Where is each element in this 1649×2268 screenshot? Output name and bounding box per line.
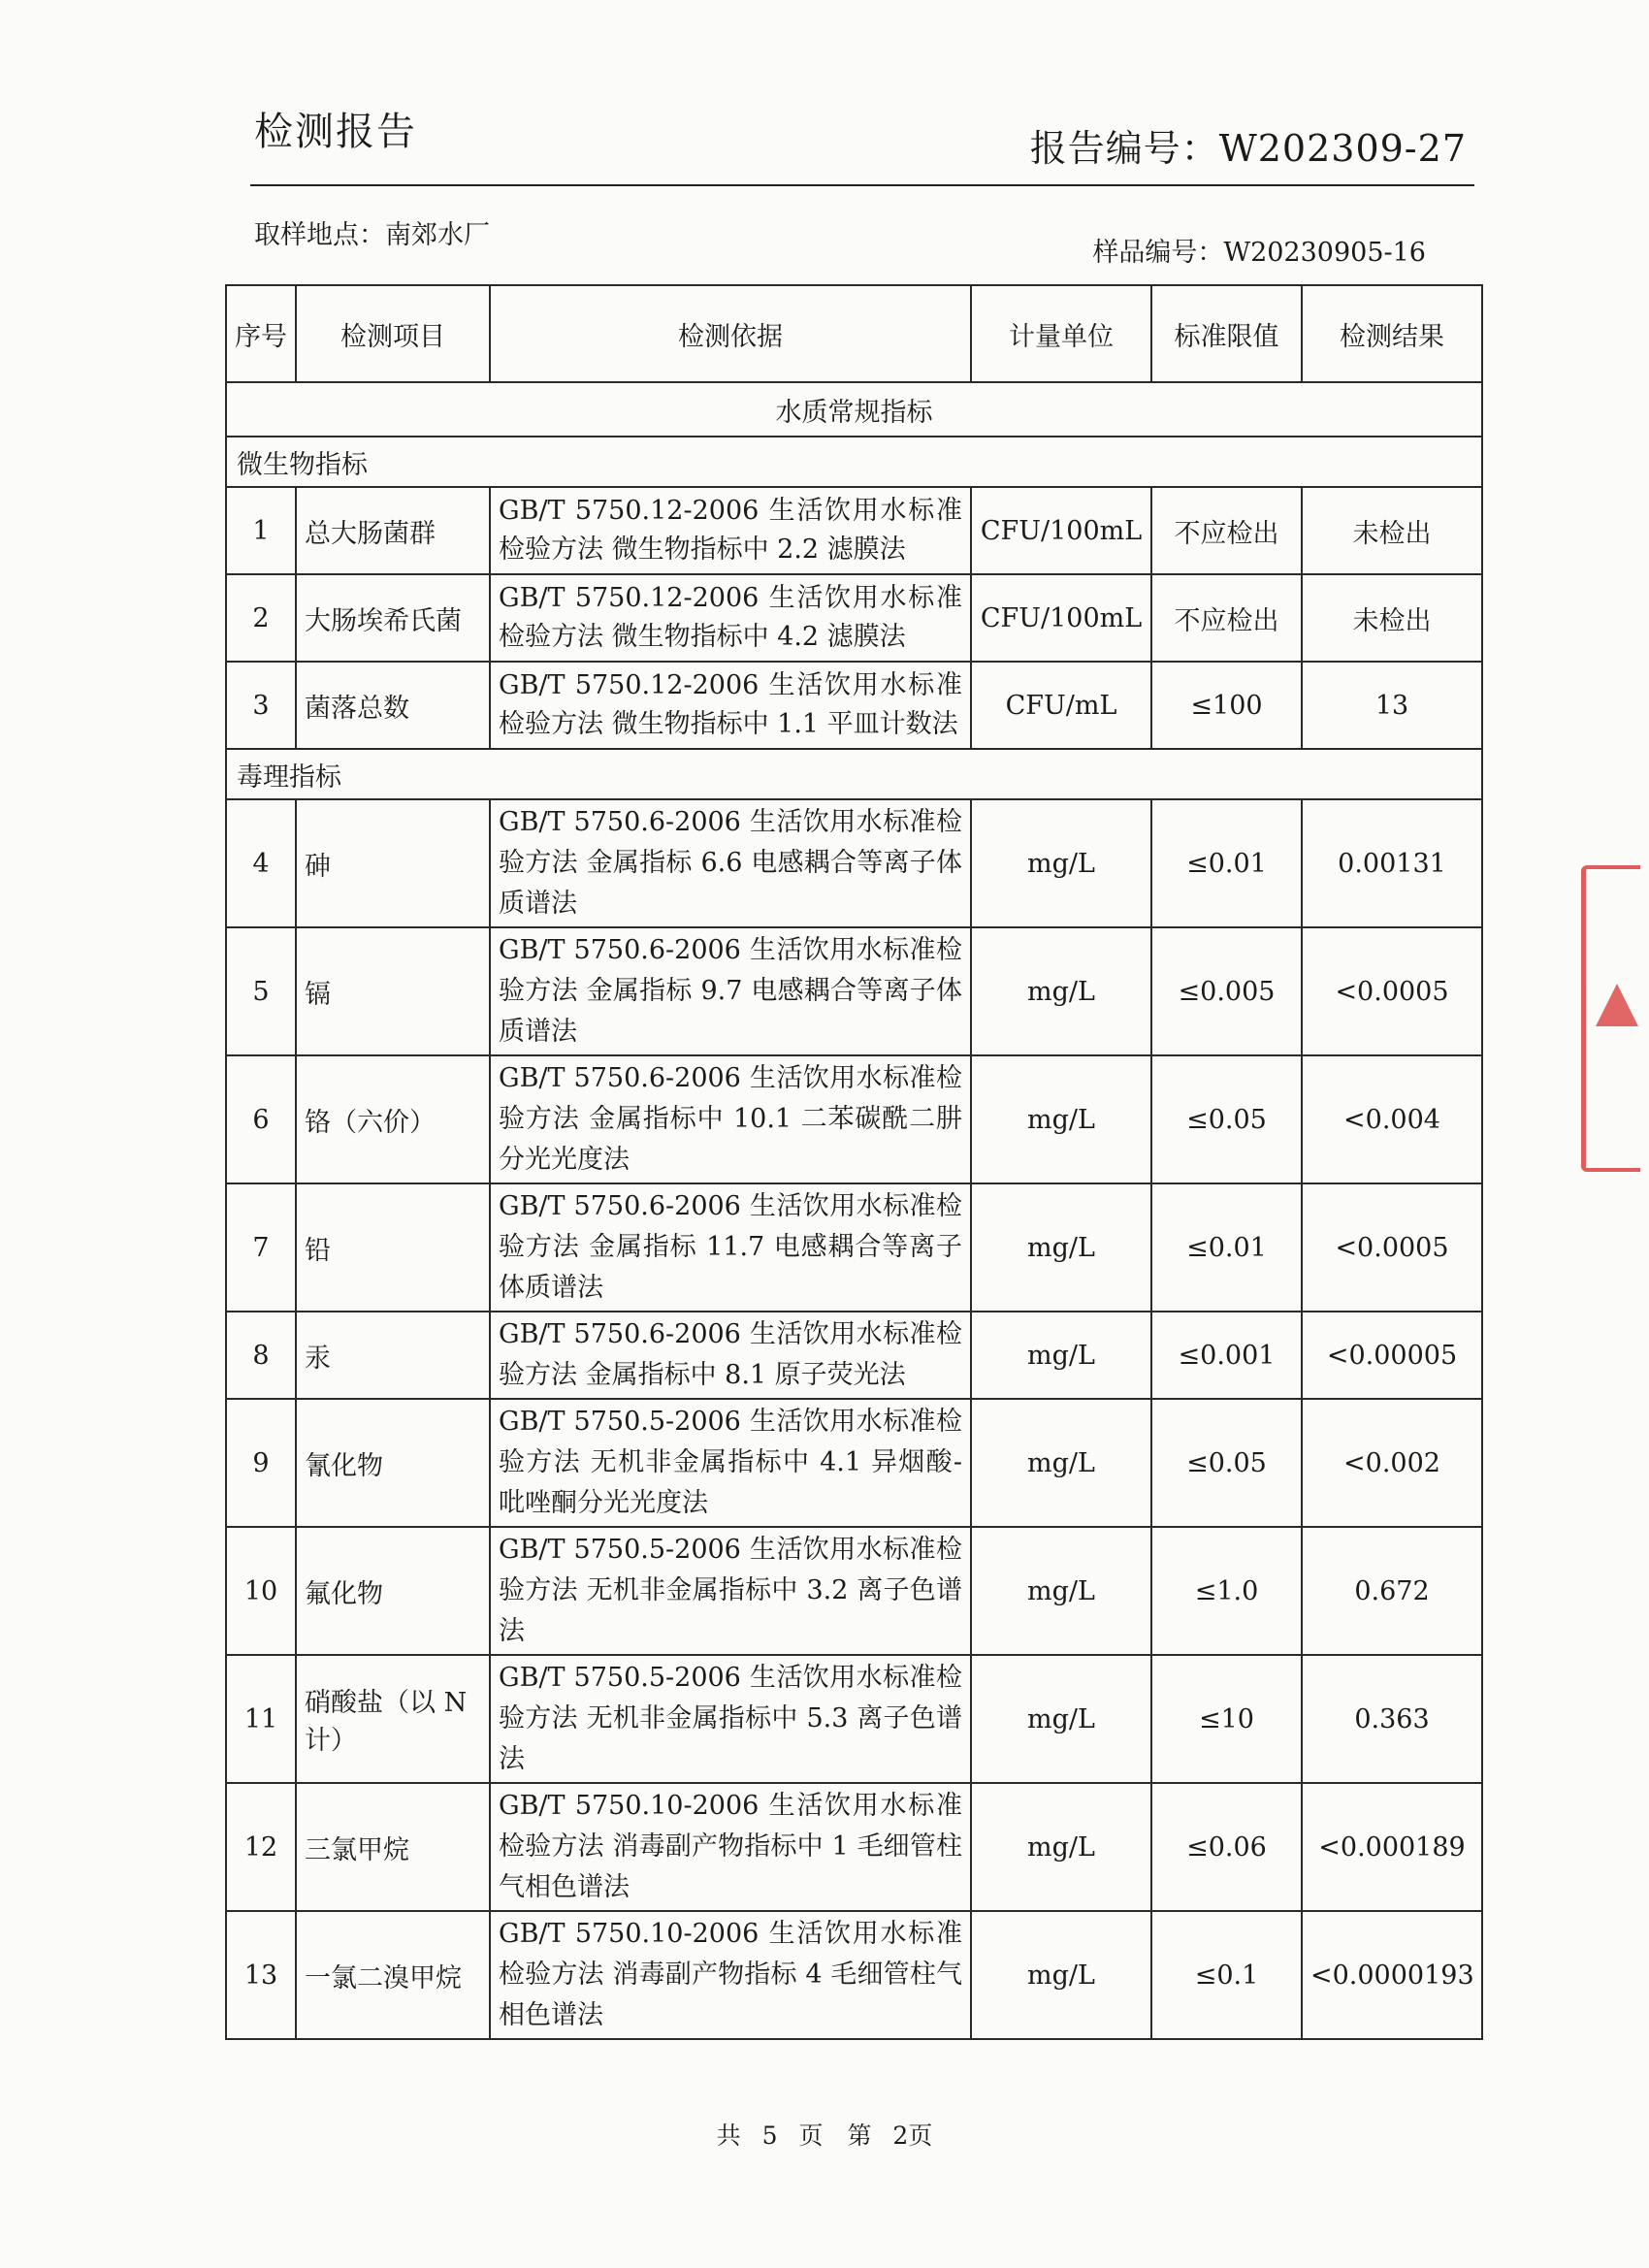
section-row (226, 382, 1482, 437)
cell-unit: mg/L (971, 1312, 1151, 1399)
cell-unit: mg/L (971, 1183, 1151, 1312)
cell-limit: ≤0.06 (1151, 1783, 1302, 1911)
cell-unit: mg/L (971, 1911, 1151, 2039)
cell-limit: 不应检出 (1151, 487, 1302, 574)
cell-basis: GB/T 5750.6-2006 生活饮用水标准检验方法 金属指标 9.7 电感耦合等离子体质谱法 (490, 927, 971, 1055)
table-row (226, 1312, 1482, 1399)
cell-unit: mg/L (971, 1527, 1151, 1655)
cell-basis: GB/T 5750.12-2006 生活饮用水标准检验方法 微生物指标中 1.1 平皿计数法 (490, 662, 971, 749)
sampling-site: 取样地点：南郊水厂 (254, 220, 490, 250)
cell-unit: mg/L (971, 927, 1151, 1055)
cell-limit: ≤0.1 (1151, 1911, 1302, 2039)
cell-result: 0.363 (1302, 1655, 1482, 1783)
cell-limit: ≤10 (1151, 1655, 1302, 1783)
table-row (226, 1655, 1482, 1783)
cell-number: 9 (226, 1399, 296, 1527)
cell-basis: GB/T 5750.12-2006 生活饮用水标准检验方法 微生物指标中 2.2 滤膜法 (490, 487, 971, 574)
cell-result: 0.672 (1302, 1527, 1482, 1655)
cell-item: 硝酸盐（以 N 计） (296, 1655, 490, 1783)
cell-item: 铅 (296, 1183, 490, 1312)
table-row (226, 927, 1482, 1055)
cell-unit: CFU/100mL (971, 574, 1151, 662)
table-body (226, 382, 1482, 2039)
cell-limit: ≤100 (1151, 662, 1302, 749)
cell-item: 砷 (296, 799, 490, 927)
cell-number: 3 (226, 662, 296, 749)
cell-basis: GB/T 5750.6-2006 生活饮用水标准检验方法 金属指标中 10.1 二苯碳酰二肼分光光度法 (490, 1055, 971, 1183)
cell-basis: GB/T 5750.10-2006 生活饮用水标准检验方法 消毒副产物指标中 1 毛细管柱气相色谱法 (490, 1783, 971, 1911)
cell-basis: GB/T 5750.5-2006 生活饮用水标准检验方法 无机非金属指标中 4.1 异烟酸-吡唑酮分光光度法 (490, 1399, 971, 1527)
cell-number: 6 (226, 1055, 296, 1183)
cell-number: 11 (226, 1655, 296, 1783)
cell-basis: GB/T 5750.12-2006 生活饮用水标准检验方法 微生物指标中 4.2 滤膜法 (490, 574, 971, 662)
results-table (225, 284, 1483, 2040)
table-row (226, 1183, 1482, 1312)
cell-limit: ≤0.005 (1151, 927, 1302, 1055)
seal-stamp (1581, 865, 1640, 1172)
page-footer: 共 5 页 第 2页 (716, 2122, 933, 2150)
cell-basis: GB/T 5750.10-2006 生活饮用水标准检验方法 消毒副产物指标 4 毛细管柱气相色谱法 (490, 1911, 971, 2039)
table-row (226, 799, 1482, 927)
cell-result: <0.0005 (1302, 1183, 1482, 1312)
cell-item: 汞 (296, 1312, 490, 1399)
column-header: 标准限值 (1151, 285, 1302, 382)
cell-item: 总大肠菌群 (296, 487, 490, 574)
cell-number: 12 (226, 1783, 296, 1911)
group-title: 毒理指标 (226, 749, 1482, 799)
cell-unit: mg/L (971, 1399, 1151, 1527)
table-row (226, 574, 1482, 662)
cell-result: <0.0000193 (1302, 1911, 1482, 2039)
cell-item: 铬（六价） (296, 1055, 490, 1183)
group-row (226, 749, 1482, 799)
cell-result: 0.00131 (1302, 799, 1482, 927)
cell-number: 8 (226, 1312, 296, 1399)
cell-basis: GB/T 5750.6-2006 生活饮用水标准检验方法 金属指标 11.7 电感耦合等离子体质谱法 (490, 1183, 971, 1312)
cell-number: 1 (226, 487, 296, 574)
cell-item: 一氯二溴甲烷 (296, 1911, 490, 2039)
cell-item: 菌落总数 (296, 662, 490, 749)
cell-result: 未检出 (1302, 574, 1482, 662)
cell-limit: ≤0.01 (1151, 1183, 1302, 1312)
cell-basis: GB/T 5750.6-2006 生活饮用水标准检验方法 金属指标中 8.1 原子荧光法 (490, 1312, 971, 1399)
cell-limit: ≤1.0 (1151, 1527, 1302, 1655)
report-number: 报告编号：W202309-27 (1029, 127, 1467, 170)
column-header: 计量单位 (971, 285, 1151, 382)
table-row (226, 1055, 1482, 1183)
table-row (226, 1783, 1482, 1911)
report-title: 检测报告 (254, 110, 417, 154)
cell-number: 10 (226, 1527, 296, 1655)
cell-limit: ≤0.05 (1151, 1399, 1302, 1527)
cell-result: <0.000189 (1302, 1783, 1482, 1911)
group-title: 微生物指标 (226, 437, 1482, 487)
cell-number: 7 (226, 1183, 296, 1312)
cell-limit: 不应检出 (1151, 574, 1302, 662)
cell-unit: mg/L (971, 1655, 1151, 1783)
cell-unit: CFU/100mL (971, 487, 1151, 574)
cell-unit: mg/L (971, 799, 1151, 927)
cell-result: <0.002 (1302, 1399, 1482, 1527)
column-header: 检测项目 (296, 285, 490, 382)
cell-unit: CFU/mL (971, 662, 1151, 749)
table-row (226, 1527, 1482, 1655)
cell-unit: mg/L (971, 1055, 1151, 1183)
cell-result: 13 (1302, 662, 1482, 749)
cell-unit: mg/L (971, 1783, 1151, 1911)
cell-item: 三氯甲烷 (296, 1783, 490, 1911)
table-row (226, 487, 1482, 574)
cell-number: 4 (226, 799, 296, 927)
cell-item: 氰化物 (296, 1399, 490, 1527)
header-divider (250, 184, 1474, 186)
cell-item: 大肠埃希氏菌 (296, 574, 490, 662)
cell-limit: ≤0.001 (1151, 1312, 1302, 1399)
cell-item: 镉 (296, 927, 490, 1055)
table-header-row (226, 285, 1482, 382)
cell-number: 2 (226, 574, 296, 662)
group-row (226, 437, 1482, 487)
cell-result: <0.0005 (1302, 927, 1482, 1055)
cell-limit: ≤0.01 (1151, 799, 1302, 927)
table-row (226, 662, 1482, 749)
column-header: 序号 (226, 285, 296, 382)
column-header: 检测依据 (490, 285, 971, 382)
column-header: 检测结果 (1302, 285, 1482, 382)
cell-result: <0.00005 (1302, 1312, 1482, 1399)
cell-basis: GB/T 5750.5-2006 生活饮用水标准检验方法 无机非金属指标中 3.2 离子色谱法 (490, 1527, 971, 1655)
section-title: 水质常规指标 (226, 382, 1482, 437)
table-row (226, 1399, 1482, 1527)
cell-number: 5 (226, 927, 296, 1055)
sample-number: 样品编号：W20230905-16 (1092, 238, 1426, 268)
cell-result: <0.004 (1302, 1055, 1482, 1183)
cell-result: 未检出 (1302, 487, 1482, 574)
cell-limit: ≤0.05 (1151, 1055, 1302, 1183)
seal-star-icon (1596, 984, 1638, 1026)
cell-item: 氟化物 (296, 1527, 490, 1655)
cell-basis: GB/T 5750.6-2006 生活饮用水标准检验方法 金属指标 6.6 电感耦合等离子体质谱法 (490, 799, 971, 927)
table-row (226, 1911, 1482, 2039)
cell-number: 13 (226, 1911, 296, 2039)
cell-basis: GB/T 5750.5-2006 生活饮用水标准检验方法 无机非金属指标中 5.3 离子色谱法 (490, 1655, 971, 1783)
